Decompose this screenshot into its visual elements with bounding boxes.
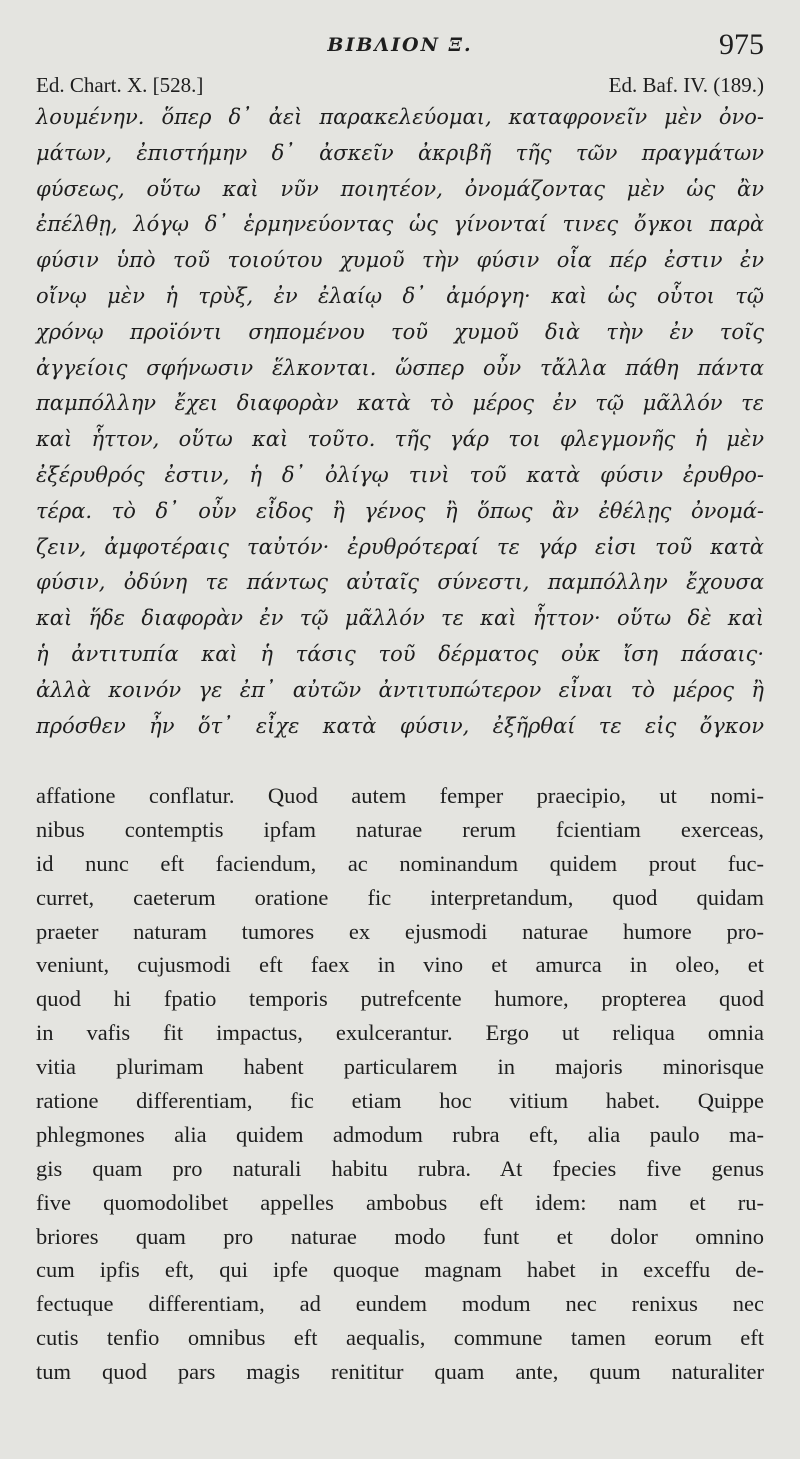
greek-line: λουμένην. ὅπερ δ᾽ ἀεὶ παρακελεύομαι, καταφρονεῖν μὲν ὀνο- (36, 105, 764, 129)
edition-basel: Ed. Baf. IV. (189.) (608, 73, 764, 97)
latin-line: praeter naturam tumores ex ejusmodi naturae humore pro- (36, 918, 764, 944)
latin-line: curret, caeterum oratione fic interpretandum, quod quidam (36, 884, 764, 910)
edition-references (36, 73, 764, 103)
latin-line: vitia plurimam habent particularem in majoris minorisque (36, 1054, 764, 1080)
greek-line: καὶ ἥδε διαφορὰν ἐν τῷ μᾶλλόν τε καὶ ἧττον· οὕτω δὲ καὶ (36, 606, 764, 631)
book-title: BIBΛΙΟΝ Ξ. (327, 34, 473, 56)
greek-line: πρόσθεν ἦν ὅτ᾽ εἶχε κατὰ φύσιν, ἐξῆρθαί τε εἰς ὄγκον (36, 713, 764, 738)
latin-line: tum quod pars magis renititur quam ante, quum naturaliter (36, 1359, 764, 1385)
latin-line: five quomodolibet appelles ambobus eft idem: nam et ru- (36, 1189, 764, 1215)
latin-line: in vafis fit impactus, exulcerantur. Ergo ut reliqua omnia (36, 1020, 764, 1046)
greek-line: ἐπέλθῃ, λόγῳ δ᾽ ἑρμηνεύοντας ὡς γίνονταί τινες ὄγκοι παρὰ (36, 212, 764, 237)
greek-line: ἀλλὰ κοινόν γε ἐπ᾽ αὐτῶν ἀντιτυπώτερον εἶναι τὸ μέρος ἢ (36, 677, 764, 702)
latin-line: affatione conflatur. Quod autem femper praecipio, ut nomi- (36, 783, 764, 808)
greek-line: μάτων, ἐπιστήμην δ᾽ ἀσκεῖν ἀκριβῆ τῆς τῶν πραγμάτων (36, 140, 764, 165)
latin-line: briores quam pro naturae modo funt et dolor omnino (36, 1223, 764, 1249)
greek-line: καὶ ἧττον, οὕτω καὶ τοῦτο. τῆς γάρ τοι φλεγμονῆς ἡ μὲν (36, 427, 764, 452)
latin-line: phlegmones alia quidem admodum rubra eft, alia paulo ma- (36, 1121, 764, 1147)
latin-text-block (36, 779, 764, 1389)
greek-line: ἐξέρυθρός ἐστιν, ἡ δ᾽ ὀλίγῳ τινὶ τοῦ κατὰ φύσιν ἐρυθρο- (36, 462, 764, 487)
greek-text-block (36, 100, 764, 744)
latin-line: fectuque differentiam, ad eundem modum nec renixus nec (36, 1291, 764, 1317)
greek-line: φύσεως, οὕτω καὶ νῦν ποιητέον, ὀνομάζοντας μὲν ὡς ἂν (36, 176, 764, 201)
latin-line: gis quam pro naturali habitu rubra. At fpecies five genus (36, 1155, 764, 1181)
greek-line: ἡ ἀντιτυπία καὶ ἡ τάσις τοῦ δέρματος οὐκ ἴση πάσαις· (36, 641, 764, 666)
greek-line: τέρα. τὸ δ᾽ οὖν εἶδος ἢ γένος ἢ ὅπως ἂν ἐθέλῃς ὀνομά- (36, 498, 764, 523)
greek-line: παμπόλλην ἔχει διαφορὰν κατὰ τὸ μέρος ἐν τῷ μᾶλλόν τε (36, 391, 764, 416)
page-number: 975 (719, 28, 764, 61)
latin-line: id nunc eft faciendum, ac nominandum quidem prout fuc- (36, 850, 764, 876)
latin-line: quod hi fpatio temporis putrefcente humore, propterea quod (36, 986, 764, 1012)
latin-line: cum ipfis eft, qui ipfe quoque magnam habet in exceffu de- (36, 1257, 764, 1283)
running-head (0, 28, 800, 68)
greek-line: ζειν, ἀμφοτέραις ταὐτόν· ἐρυθρότεραί τε γάρ εἰσι τοῦ κατὰ (36, 534, 764, 559)
latin-line: nibus contemptis ipfam naturae rerum fcientiam exerceas, (36, 816, 764, 842)
greek-line: ἀγγείοις σφήνωσιν ἕλκονται. ὥσπερ οὖν τἄλλα πάθη πάντα (36, 355, 764, 380)
greek-line: οἴνῳ μὲν ἡ τρὺξ, ἐν ἐλαίῳ δ᾽ ἀμόργη· καὶ ὡς οὗτοι τῷ (36, 283, 764, 308)
edition-chartier: Ed. Chart. X. [528.] (36, 73, 204, 97)
greek-line: χρόνῳ προϊόντι σηπομένου τοῦ χυμοῦ διὰ τὴν ἐν τοῖς (36, 319, 764, 344)
greek-line: φύσιν, ὀδύνη τε πάντως αὐταῖς σύνεστι, παμπόλλην ἔχουσα (36, 570, 764, 595)
latin-line: veniunt, cujusmodi eft faex in vino et amurca in oleo, et (36, 952, 764, 978)
greek-line: φύσιν ὑπὸ τοῦ τοιούτου χυμοῦ τὴν φύσιν οἷα πέρ ἐστιν ἐν (36, 248, 764, 273)
latin-line: ratione differentiam, fic etiam hoc vitium habet. Quippe (36, 1088, 764, 1114)
latin-line: cutis tenfio omnibus eft aequalis, commune tamen eorum eft (36, 1325, 764, 1351)
